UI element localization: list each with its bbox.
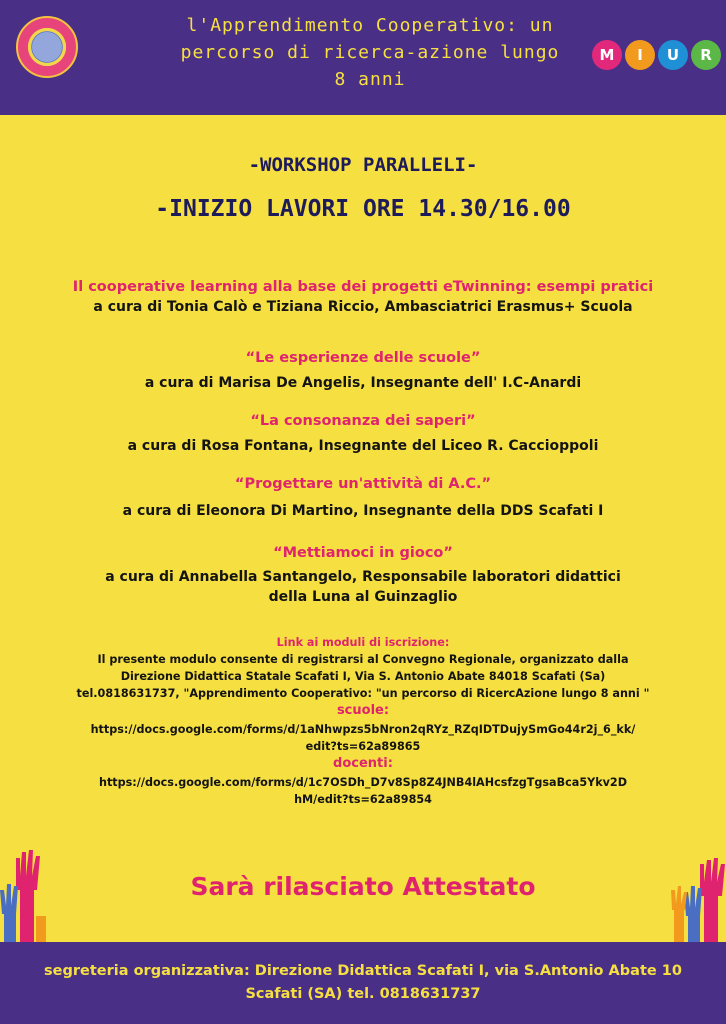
session-2 [0, 350, 726, 391]
raised-hands-left-illustration [0, 846, 60, 946]
info-description-line-3: tel.0818631737, "Apprendimento Cooperativo: "un percorso di RicercAzione lungo 8 anni " [76, 687, 650, 700]
session-5 [0, 545, 726, 605]
hand-icon [671, 886, 687, 946]
workshop-heading: -WORKSHOP PARALLELI- [248, 154, 478, 176]
footer-line-2: Scafati (SA) tel. 0818631737 [245, 986, 481, 1002]
session-speaker: a cura di Marisa De Angelis, Insegnante dell' I.C-Anardi [144, 375, 582, 391]
miur-letter-i: I [625, 40, 655, 70]
start-time-heading: -INIZIO LAVORI ORE 14.30/16.00 [155, 196, 571, 222]
event-title-line-2: percorso di ricerca-azione lungo [180, 42, 560, 63]
footer-line-1: segreteria organizzativa: Direzione Didattica Scafati I, via S.Antonio Abate 10 [44, 963, 682, 979]
session-speaker: a cura di Rosa Fontana, Insegnante del Liceo R. Caccioppoli [127, 438, 599, 454]
docenti-url-line-2[interactable]: hM/edit?ts=62a89854 [294, 793, 432, 806]
miur-letter-u: U [658, 40, 688, 70]
scuole-label: scuole: [336, 703, 390, 718]
session-speaker: a cura di Eleonora Di Martino, Insegnante della DDS Scafati I [122, 503, 604, 519]
school-logo [16, 16, 78, 78]
session-1 [0, 279, 726, 315]
raised-hands-right-illustration [666, 856, 726, 946]
event-title-line-3: 8 anni [334, 69, 406, 90]
session-title: “La consonanza dei saperi” [250, 413, 476, 429]
miur-letter-r: R [691, 40, 721, 70]
session-3 [0, 413, 726, 454]
registration-info [30, 634, 696, 808]
session-speaker: a cura di Tonia Calò e Tiziana Riccio, Ambasciatrici Erasmus+ Scuola [93, 299, 633, 315]
event-title-line-1: l'Apprendimento Cooperativo: un [186, 15, 554, 36]
miur-logo [592, 40, 721, 70]
session-title: “Le esperienze delle scuole” [245, 350, 481, 366]
certificate-notice: Sarà rilasciato Attestato [190, 872, 536, 901]
docenti-url-line-1[interactable]: https://docs.google.com/forms/d/1c7OSDh_D7v8Sp8Z4JNB4lAHcsfzgTgsaBca5Ykv2D [98, 776, 628, 789]
hand-icon [684, 886, 702, 946]
session-4 [0, 476, 726, 519]
hand-icon [700, 858, 725, 946]
docenti-link[interactable] [30, 774, 696, 808]
session-title: “Mettiamoci in gioco” [273, 545, 453, 561]
info-description-line-1: Il presente modulo consente di registrarsi al Convegno Regionale, organizzato dalla [97, 653, 629, 666]
session-speaker: a cura di Annabella Santangelo, Responsabile laboratori didattici [105, 569, 621, 585]
session-speaker-line-2: della Luna al Guinzaglio [268, 589, 458, 605]
scuole-link[interactable] [30, 721, 696, 755]
scuole-url-line-2[interactable]: edit?ts=62a89865 [305, 740, 421, 753]
session-title: “Progettare un'attività di A.C.” [234, 476, 492, 492]
info-description-line-2: Direzione Didattica Statale Scafati I, Via S. Antonio Abate 84018 Scafati (Sa) [120, 670, 606, 683]
session-title: Il cooperative learning alla base dei progetti eTwinning: esempi pratici [72, 279, 654, 295]
miur-letter-m: M [592, 40, 622, 70]
docenti-label: docenti: [333, 756, 393, 771]
hand-icon [0, 884, 18, 946]
organizing-secretariat [10, 960, 716, 1006]
links-label: Link ai moduli di iscrizione: [276, 636, 450, 649]
event-title [150, 12, 590, 93]
scuole-url-line-1[interactable]: https://docs.google.com/forms/d/1aNhwpzs5bNron2qRYz_RZqIDTDujySmGo44r2j_6_kk/ [90, 723, 636, 736]
